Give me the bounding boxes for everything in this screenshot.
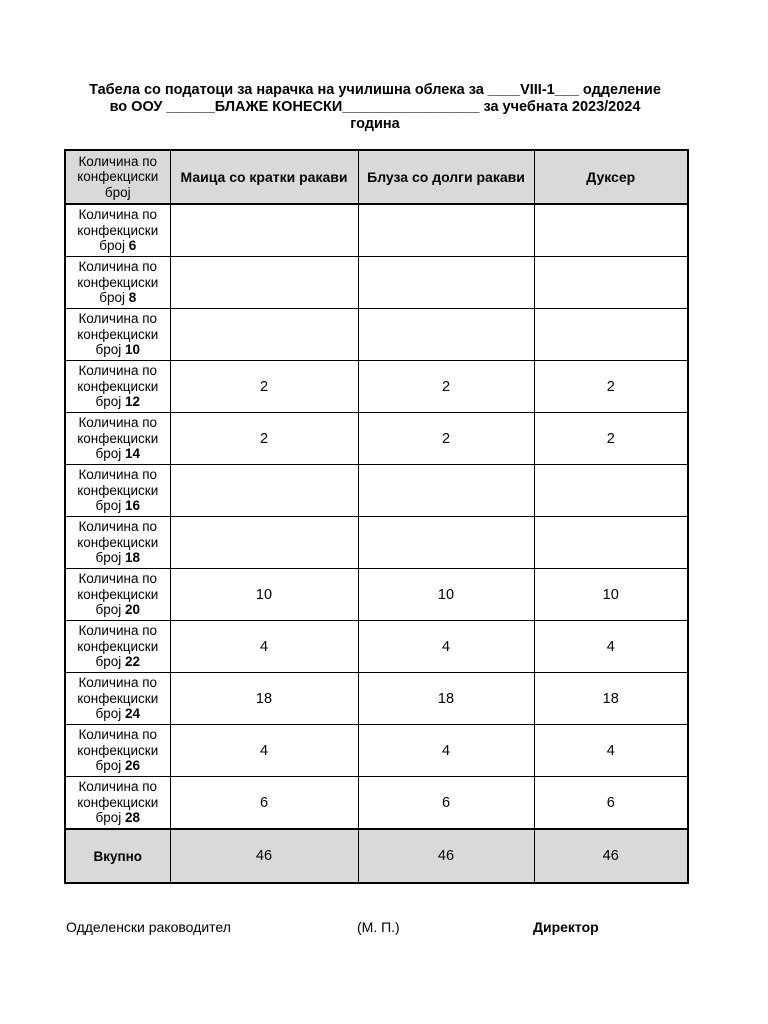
long-sleeve-blouse-qty: 2 xyxy=(358,413,534,465)
long-sleeve-blouse-qty xyxy=(358,517,534,569)
footer-class-teacher: Одделенски раководител xyxy=(66,919,231,935)
total-short-sleeve-shirt: 46 xyxy=(170,829,358,883)
size-label-prefix: Количина по конфекциски број xyxy=(77,311,159,358)
hoodie-qty: 10 xyxy=(534,569,688,621)
uniform-order-table xyxy=(64,149,689,884)
size-label-prefix: Количина по конфекциски број xyxy=(77,623,159,670)
hoodie-qty: 18 xyxy=(534,673,688,725)
size-number: 26 xyxy=(124,758,141,774)
size-number: 22 xyxy=(124,654,141,670)
size-label-cell xyxy=(65,309,170,361)
short-sleeve-shirt-qty xyxy=(170,257,358,309)
size-label-prefix: Количина по конфекциски број xyxy=(77,779,159,826)
long-sleeve-blouse-qty: 2 xyxy=(358,361,534,413)
size-label-cell xyxy=(65,621,170,673)
short-sleeve-shirt-qty xyxy=(170,309,358,361)
title-line-3: година xyxy=(350,116,400,132)
size-label-cell xyxy=(65,413,170,465)
short-sleeve-shirt-qty: 6 xyxy=(170,777,358,830)
hoodie-qty: 2 xyxy=(534,361,688,413)
size-label-prefix: Количина по конфекциски број xyxy=(77,363,159,410)
size-number: 10 xyxy=(124,342,141,358)
table-row xyxy=(65,725,688,777)
footer-stamp-place: (М. П.) xyxy=(357,919,400,935)
table-row xyxy=(65,309,688,361)
long-sleeve-blouse-qty: 4 xyxy=(358,621,534,673)
size-number: 14 xyxy=(124,446,141,462)
size-label-cell xyxy=(65,777,170,830)
header-size-label: Количина по конфекциски број xyxy=(65,150,170,204)
table-row xyxy=(65,569,688,621)
size-number: 20 xyxy=(124,602,141,618)
size-label-prefix: Количина по конфекциски број xyxy=(77,727,159,774)
table-body xyxy=(65,204,688,829)
size-label-cell xyxy=(65,361,170,413)
table-row xyxy=(65,517,688,569)
table-row xyxy=(65,777,688,830)
title-line-2: во ООУ ______БЛАЖЕ КОНЕСКИ_________________ за учебната 2023/2024 xyxy=(109,99,641,115)
size-number: 8 xyxy=(128,290,137,306)
size-number: 24 xyxy=(124,706,141,722)
table-row xyxy=(65,621,688,673)
title-line-1: Табела со податоци за нарачка на училишна облека за ____VIII-1___ одделение xyxy=(89,82,661,98)
size-number: 6 xyxy=(128,238,137,254)
header-long-sleeve-blouse: Блуза со долги ракави xyxy=(358,150,534,204)
long-sleeve-blouse-qty xyxy=(358,309,534,361)
size-label-prefix: Количина по конфекциски број xyxy=(77,259,159,306)
header-hoodie: Дуксер xyxy=(534,150,688,204)
size-label-prefix: Количина по конфекциски број xyxy=(77,571,159,618)
total-label: Вкупно xyxy=(65,829,170,883)
table-total-row xyxy=(65,829,688,883)
hoodie-qty: 6 xyxy=(534,777,688,830)
long-sleeve-blouse-qty: 18 xyxy=(358,673,534,725)
table-row xyxy=(65,257,688,309)
size-number: 12 xyxy=(124,394,141,410)
hoodie-qty xyxy=(534,204,688,257)
size-label-prefix: Количина по конфекциски број xyxy=(77,675,159,722)
short-sleeve-shirt-qty xyxy=(170,517,358,569)
size-label-prefix: Количина по конфекциски број xyxy=(77,519,159,566)
long-sleeve-blouse-qty: 4 xyxy=(358,725,534,777)
size-label-cell xyxy=(65,465,170,517)
total-hoodie: 46 xyxy=(534,829,688,883)
short-sleeve-shirt-qty: 10 xyxy=(170,569,358,621)
hoodie-qty xyxy=(534,257,688,309)
long-sleeve-blouse-qty xyxy=(358,465,534,517)
size-label-prefix: Количина по конфекциски број xyxy=(77,415,159,462)
hoodie-qty: 4 xyxy=(534,621,688,673)
table-header-row xyxy=(65,150,688,204)
short-sleeve-shirt-qty: 4 xyxy=(170,621,358,673)
table-row xyxy=(65,673,688,725)
long-sleeve-blouse-qty: 10 xyxy=(358,569,534,621)
table-row xyxy=(65,413,688,465)
size-label-prefix: Количина по конфекциски број xyxy=(77,467,159,514)
hoodie-qty: 4 xyxy=(534,725,688,777)
size-number: 18 xyxy=(124,550,141,566)
table-row xyxy=(65,204,688,257)
hoodie-qty xyxy=(534,465,688,517)
long-sleeve-blouse-qty: 6 xyxy=(358,777,534,830)
size-label-cell xyxy=(65,257,170,309)
short-sleeve-shirt-qty: 4 xyxy=(170,725,358,777)
size-label-cell xyxy=(65,673,170,725)
size-label-cell xyxy=(65,517,170,569)
document-title xyxy=(60,82,690,133)
size-label-prefix: Количина по конфекциски број xyxy=(77,207,159,254)
long-sleeve-blouse-qty xyxy=(358,204,534,257)
size-label-cell xyxy=(65,204,170,257)
table-row xyxy=(65,361,688,413)
short-sleeve-shirt-qty xyxy=(170,465,358,517)
hoodie-qty xyxy=(534,517,688,569)
total-long-sleeve-blouse: 46 xyxy=(358,829,534,883)
footer-director: Директор xyxy=(533,919,599,935)
short-sleeve-shirt-qty xyxy=(170,204,358,257)
long-sleeve-blouse-qty xyxy=(358,257,534,309)
short-sleeve-shirt-qty: 2 xyxy=(170,361,358,413)
short-sleeve-shirt-qty: 2 xyxy=(170,413,358,465)
short-sleeve-shirt-qty: 18 xyxy=(170,673,358,725)
table-row xyxy=(65,465,688,517)
hoodie-qty xyxy=(534,309,688,361)
size-label-cell xyxy=(65,569,170,621)
header-short-sleeve-shirt: Маица со кратки ракави xyxy=(170,150,358,204)
size-number: 28 xyxy=(124,810,141,826)
size-label-cell xyxy=(65,725,170,777)
size-number: 16 xyxy=(124,498,141,514)
hoodie-qty: 2 xyxy=(534,413,688,465)
